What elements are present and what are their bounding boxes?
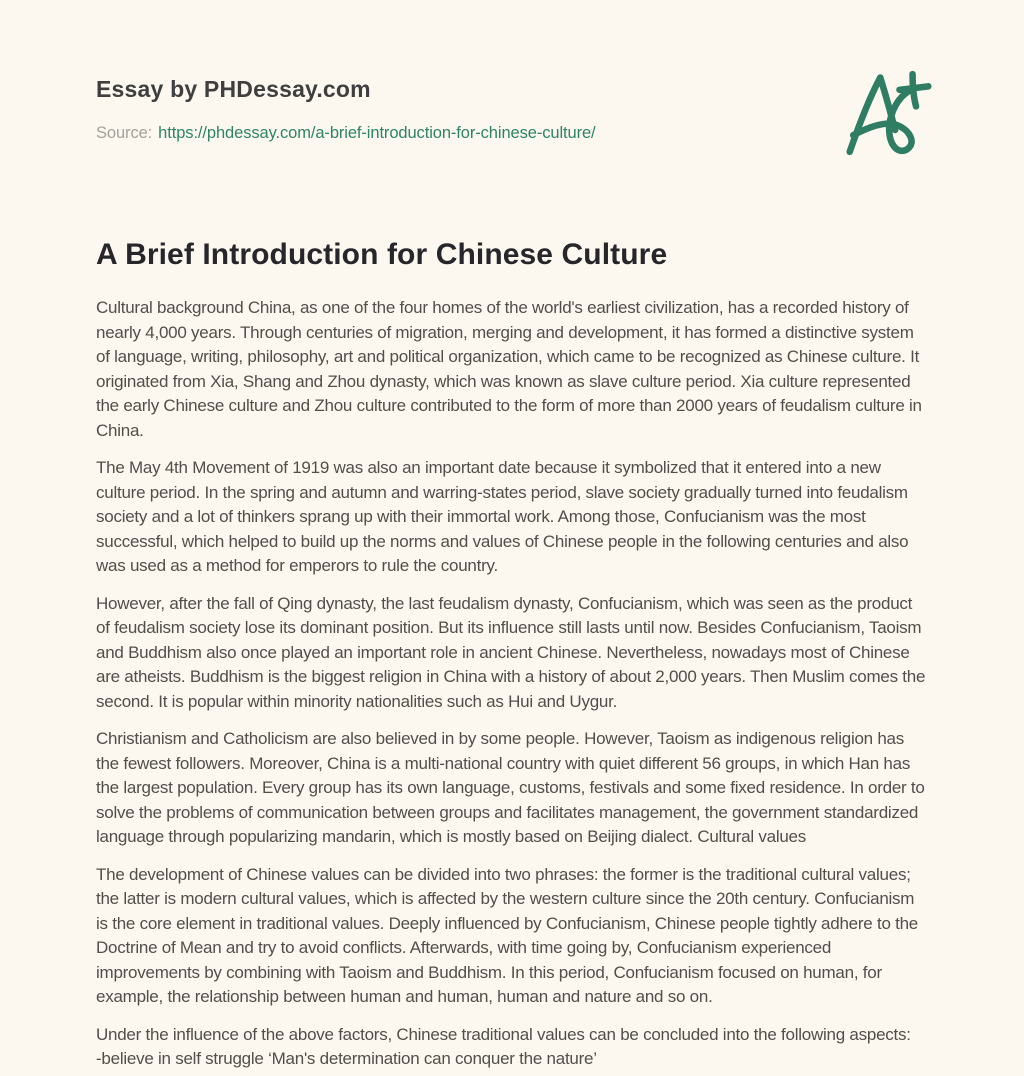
essay-paragraph-5: The development of Chinese values can be divided into two phrases: the former is the traditional cultural values; the latter is modern cultural values, which is affected by the western culture since the 20th century. Confucianism is the core element in traditional values. Deeply influenced by Confucianism, Chinese people tightly adhere to the Doctrine of Mean and try to avoid conflicts. Afterwards, with time going by, Confucianism experienced improvements by combining with Taoism and Buddhism. In this period, Confucianism focused on human, for example, the relationship between human and human, human and nature and so on.: [96, 864, 918, 1006]
conclusion-point: -believe in self struggle ‘Man's determination can conquer the nature’: [96, 1049, 597, 1068]
essay-paragraph-1: Cultural background China, as one of the four homes of the world's earliest civilization, has a recorded history of nearly 4,000 years. Through centuries of migration, merging and development, it has formed a distinctive system of language, writing, philosophy, art and political organization, which came to be recognized as Chinese culture. It originated from Xia, Shang and Zhou dynasty, which was known as slave culture period. Xia culture represented the early Chinese culture and Zhou culture contributed to the form of more than 2000 years of feudalism culture in China.: [96, 298, 922, 440]
essay-paragraph-4: Christianism and Catholicism are also believed in by some people. However, Taoism as indigenous religion has the fewest followers. Moreover, China is a multi-national country with quiet different 56 groups, in which Han has the largest population. Every group has its own language, customs, festivals and some fixed residence. In order to solve the problems of communication between groups and facilitates management, the government standardized language through popularizing mandarin, which is mostly based on Beijing dialect. Cultural values: [96, 729, 925, 846]
phdessay-a-plus-logo-icon: [841, 66, 937, 166]
source-url-link[interactable]: https://phdessay.com/a-brief-introduction-for-chinese-culture/: [158, 124, 596, 142]
essay-title: A Brief Introduction for Chinese Culture: [96, 238, 668, 271]
essay-paragraph-6: [96, 1023, 930, 1072]
source-line: [96, 124, 930, 143]
essay-paragraph-3: However, after the fall of Qing dynasty, the last feudalism dynasty, Confucianism, which was seen as the product of feudalism society lose its dominant position. But its influence still lasts until now. Besides Confucianism, Taoism and Buddhism also once played an important role in ancient Chinese. Nevertheless, nowadays most of Chinese are atheists. Buddhism is the biggest religion in China with a history of about 2,000 years. Then Muslim comes the second. It is popular within minority nationalities such as Hui and Uygur.: [96, 593, 926, 711]
essay-byline: Essay by PHDessay.com: [96, 76, 371, 102]
conclusion-intro: Under the influence of the above factors, Chinese traditional values can be concluded into the following aspects:: [96, 1024, 911, 1044]
source-label: Source:: [96, 124, 153, 142]
essay-paragraph-2: The May 4th Movement of 1919 was also an important date because it symbolized that it entered into a new culture period. In the spring and autumn and warring-states period, slave society gradually turned into feudalism society and a lot of thinkers sprang up with their immortal work. Among those, Confucianism was the most successful, which helped to build up the norms and values of Chinese people in the following centuries and also was used as a method for emperors to rule the country.: [96, 458, 909, 575]
essay-body: [96, 296, 930, 1072]
page-header: [96, 0, 930, 143]
